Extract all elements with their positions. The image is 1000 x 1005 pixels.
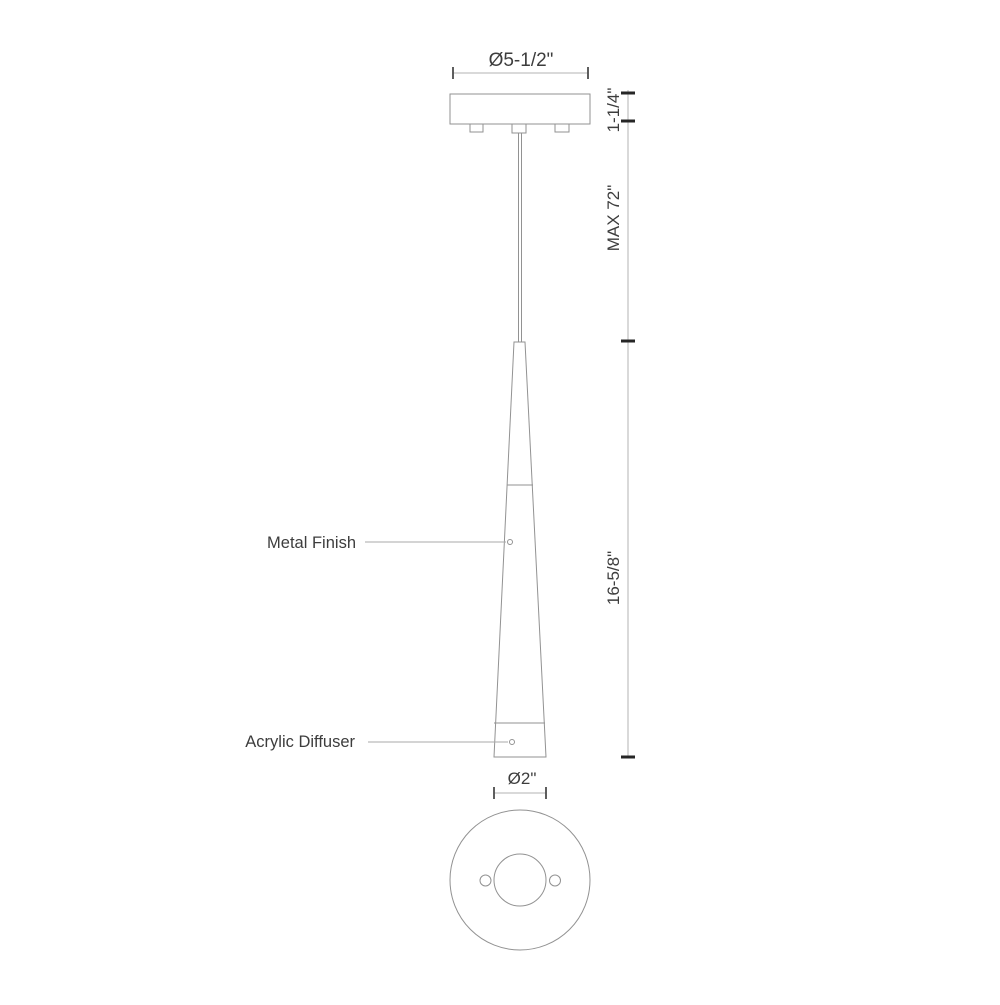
metal-finish-label: Metal Finish: [267, 534, 356, 552]
bottom-view-outer-circle: [450, 810, 590, 950]
bottom-diameter-value: Ø2": [507, 769, 537, 788]
bottom-view-screw-hole-right: [550, 875, 561, 886]
mounting-tab-center: [512, 124, 526, 133]
mounting-tab-left: [470, 124, 483, 132]
bottom-diameter-dimension: [494, 769, 546, 799]
bottom-view-screw-hole-left: [480, 875, 491, 886]
vertical-dimension-chain: [604, 88, 635, 757]
acrylic-diffuser-callout: [245, 733, 514, 751]
mounting-tab-right: [555, 124, 569, 132]
canopy-diameter-value: Ø5-1/2": [488, 50, 554, 71]
suspension-cord: [519, 133, 522, 342]
canopy-height-value: 1-1/4": [604, 87, 623, 133]
cone-body: [494, 342, 546, 757]
bottom-view-center-opening: [494, 854, 546, 906]
bottom-view: [450, 810, 590, 950]
fixture-height-value: 16-5/8": [604, 550, 623, 606]
canopy-outline: [450, 94, 590, 124]
cone-pendant: [494, 342, 546, 757]
canopy-side-view: [450, 94, 590, 133]
max-suspension-value: MAX 72": [604, 184, 623, 252]
acrylic-diffuser-label: Acrylic Diffuser: [245, 733, 355, 751]
metal-finish-callout: [267, 534, 512, 552]
canopy-diameter-dimension: [453, 50, 588, 79]
